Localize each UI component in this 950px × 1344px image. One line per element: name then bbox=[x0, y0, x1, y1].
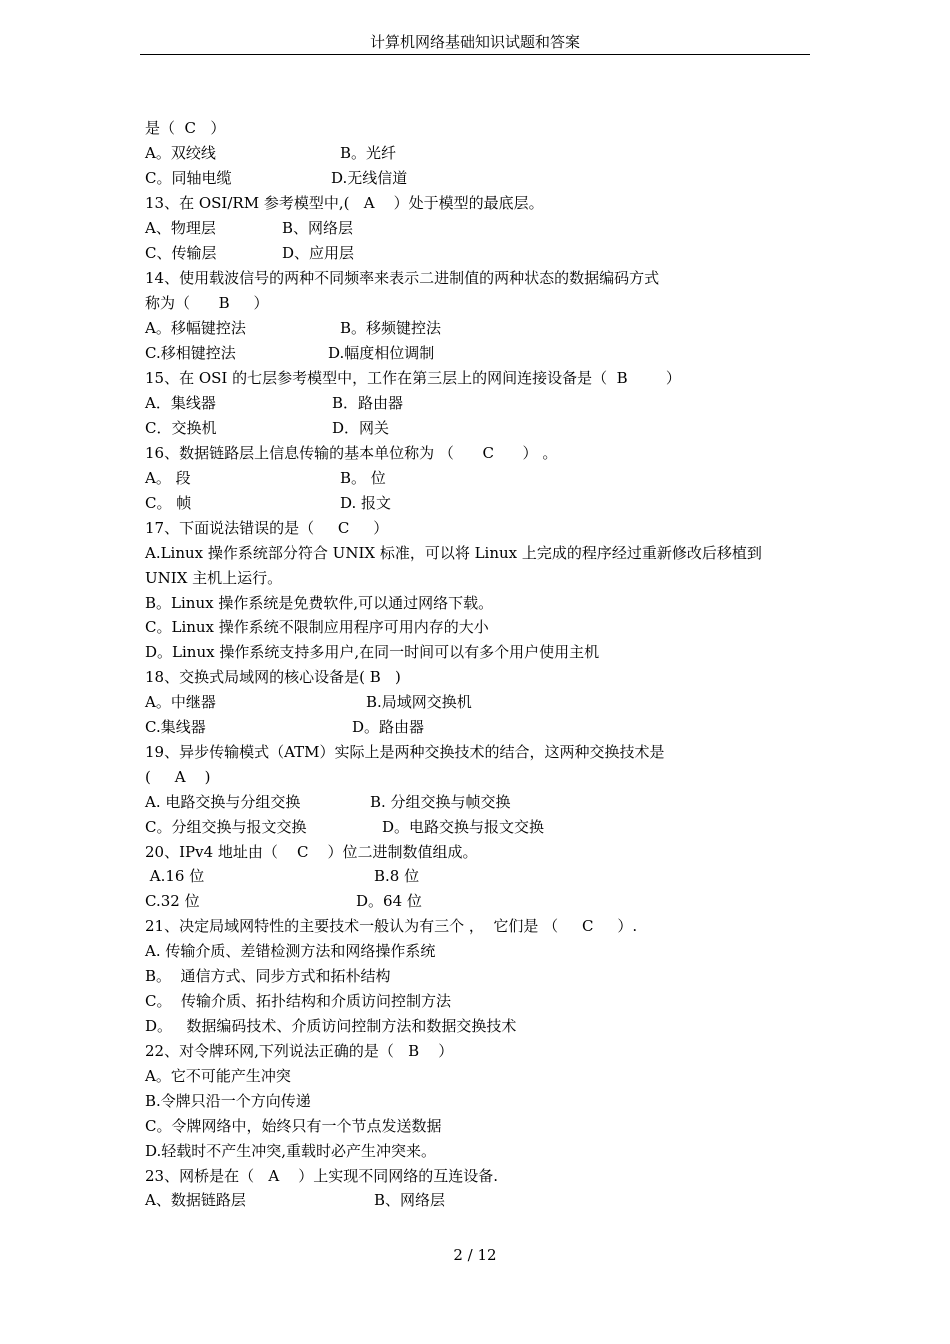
page-header: 计算机网络基础知识试题和答案 bbox=[140, 32, 810, 55]
option-b: B.令牌只沿一个方向传递 bbox=[145, 1092, 311, 1110]
question-16: 16、数据链路层上信息传输的基本单位称为 （ C ） 。 bbox=[145, 444, 558, 462]
option-b: B. 分组交换与帧交换 bbox=[370, 793, 511, 811]
option-a: A.16 位 bbox=[145, 867, 205, 885]
option-d: D、应用层 bbox=[282, 244, 355, 262]
question-18: 18、交换式局域网的核心设备是( B ) bbox=[145, 668, 401, 686]
option-b: B、网络层 bbox=[374, 1191, 446, 1209]
question-20: 20、IPv4 地址由（ C ）位二进制数值组成。 bbox=[145, 843, 478, 861]
option-b: B。 通信方式、同步方式和拓朴结构 bbox=[145, 967, 391, 985]
question-14-cont: 称为（ B ） bbox=[145, 294, 269, 312]
question-14: 14、使用载波信号的两种不同频率来表示二进制值的两种状态的数据编码方式 bbox=[145, 269, 660, 287]
question-line: 是（ C ） bbox=[145, 119, 226, 137]
option-b: B。 位 bbox=[340, 469, 386, 487]
page-number: 2 / 12 bbox=[453, 1246, 497, 1264]
question-21: 21、决定局域网特性的主要技术一般认为有三个 ， 它们是 （ C ）. bbox=[145, 917, 638, 935]
option-a: A、数据链路层 bbox=[145, 1191, 246, 1209]
option-d: D。路由器 bbox=[352, 718, 425, 736]
option-a: A。移幅键控法 bbox=[145, 319, 246, 337]
option-c: C。分组交换与报文交换 bbox=[145, 818, 307, 836]
option-b: B.局域网交换机 bbox=[366, 693, 472, 711]
option-a: A。双绞线 bbox=[145, 144, 216, 162]
option-c: C。同轴电缆 bbox=[145, 169, 232, 187]
option-a: A.Linux 操作系统部分符合 UNIX 标准，可以将 Linux 上完成的程序经过重新修改后移植到 bbox=[145, 544, 762, 562]
option-d: D.轻载时不产生冲突,重载时必产生冲突来。 bbox=[145, 1142, 437, 1160]
option-a: A. 电路交换与分组交换 bbox=[145, 793, 301, 811]
question-22: 22、对令牌环网,下列说法正确的是（ B ） bbox=[145, 1042, 454, 1060]
option-d: D. 报文 bbox=[340, 494, 392, 512]
option-d: D。电路交换与报文交换 bbox=[382, 818, 545, 836]
option-b: B。光纤 bbox=[340, 144, 397, 162]
question-17: 17、下面说法错误的是（ C ） bbox=[145, 519, 389, 537]
option-d: D.幅度相位调制 bbox=[328, 344, 435, 362]
option-a: A。中继器 bbox=[145, 693, 216, 711]
option-a: A。 段 bbox=[145, 469, 191, 487]
option-b: B。移频键控法 bbox=[340, 319, 442, 337]
option-a: A。它不可能产生冲突 bbox=[145, 1067, 291, 1085]
option-a: A. 传输介质、差错检测方法和网络操作系统 bbox=[145, 942, 436, 960]
option-c: C.集线器 bbox=[145, 718, 206, 736]
option-d: D。 数据编码技术、介质访问控制方法和数据交换技术 bbox=[145, 1017, 517, 1035]
option-c: C。 帧 bbox=[145, 494, 192, 512]
option-b: B、网络层 bbox=[282, 219, 354, 237]
question-23: 23、网桥是在（ A ）上实现不同网络的互连设备. bbox=[145, 1167, 499, 1185]
question-19-cont: ( A ) bbox=[145, 768, 211, 786]
option-b: B。Linux 操作系统是免费软件,可以通过网络下载。 bbox=[145, 594, 494, 612]
option-d: D.无线信道 bbox=[331, 169, 408, 187]
option-b: B．路由器 bbox=[332, 394, 404, 412]
option-a-cont: UNIX 主机上运行。 bbox=[145, 569, 283, 587]
option-c: C.移相键控法 bbox=[145, 344, 236, 362]
option-a: A．集线器 bbox=[145, 394, 216, 412]
option-c: C、传输层 bbox=[145, 244, 217, 262]
option-d: D．网关 bbox=[332, 419, 390, 437]
option-c: C。 传输介质、拓扑结构和介质访问控制方法 bbox=[145, 992, 452, 1010]
option-b: B.8 位 bbox=[374, 867, 420, 885]
option-c: C．交换机 bbox=[145, 419, 217, 437]
option-d: D。64 位 bbox=[356, 892, 422, 910]
option-a: A、物理层 bbox=[145, 219, 216, 237]
option-c: C.32 位 bbox=[145, 892, 200, 910]
question-13: 13、在 OSI/RM 参考模型中,( A ）处于模型的最底层。 bbox=[145, 194, 544, 212]
option-c: C。Linux 操作系统不限制应用程序可用内存的大小 bbox=[145, 618, 489, 636]
question-19: 19、异步传输模式（ATM）实际上是两种交换技术的结合，这两种交换技术是 bbox=[145, 743, 665, 761]
option-d: D。Linux 操作系统支持多用户,在同一时间可以有多个用户使用主机 bbox=[145, 643, 600, 661]
option-c: C。令牌网络中，始终只有一个节点发送数据 bbox=[145, 1117, 442, 1135]
question-15: 15、在 OSI 的七层参考模型中，工作在第三层上的网间连接设备是（ B ） bbox=[145, 369, 681, 387]
